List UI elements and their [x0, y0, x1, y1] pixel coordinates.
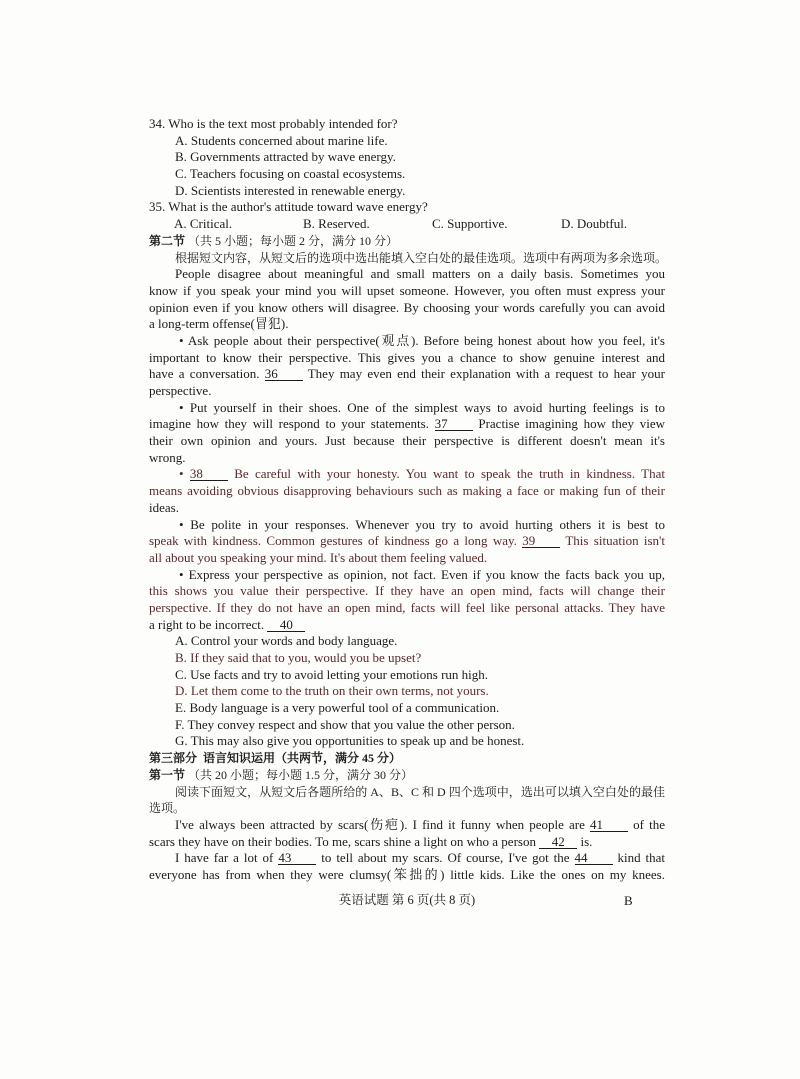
- line-text: I've always been attracted by scars(伤疤). I find it funny when people are: [175, 816, 585, 832]
- blank-37: 37: [435, 417, 473, 431]
- part-3-instruction: 阅读下面短文，从短文后各题所给的 A、B、C 和 D 四个选项中，选出可以填入空白处的最佳: [175, 784, 665, 799]
- answer-option-a: A. Control your words and body language.: [175, 633, 398, 649]
- passage-line: their own opinion and yours. Just because their perspective is different doesn't mean it's: [149, 433, 665, 449]
- line-text: have a conversation.: [149, 366, 260, 382]
- question-34-stem: 34. Who is the text most probably intended for?: [149, 116, 398, 131]
- page-footer: 英语试题 第 6 页(共 8 页): [338, 893, 476, 907]
- part-3-subtitle: 语言知识运用（共两节，满分 45 分）: [203, 751, 402, 766]
- passage-line: ideas.: [149, 499, 179, 515]
- passage-line: opinion even if you know others will disagree. By choosing your words carefully you can avoid: [149, 299, 665, 315]
- question-35-option-a: A. Critical.: [174, 216, 233, 232]
- question-34-option-a: A. Students concerned about marine life.: [175, 132, 388, 148]
- passage-line: [149, 366, 665, 383]
- passage-line: important to know their perspective. This gives you a chance to show genuine interest and: [149, 349, 665, 365]
- question-35-option-b: B. Reserved.: [303, 216, 370, 232]
- blank-43: 43: [278, 851, 316, 865]
- section-1-note: （共 20 小题；每小题 1.5 分，满分 30 分）: [188, 767, 414, 782]
- passage-line: know if you speak your mind you will upset someone. However, you often must express your: [149, 282, 665, 298]
- passage-line: • Be polite in your responses. Whenever you try to avoid hurting others it is best to: [179, 516, 665, 532]
- passage-line: wrong.: [149, 449, 186, 465]
- passage-line: [149, 817, 665, 834]
- line-text: to tell about my scars. Of course, I've got the: [321, 850, 570, 866]
- passage-line: [149, 850, 665, 867]
- passage-line: all about you speaking your mind. It's about them feeling valued.: [149, 549, 488, 565]
- line-text: They may even end their explanation with a request to hear your: [307, 366, 666, 382]
- passage-line: [149, 466, 665, 483]
- line-text: kind that: [617, 850, 666, 866]
- paper-version: B: [624, 893, 633, 908]
- part-3-instruction: 选项。: [149, 801, 186, 816]
- line-text: I have far a lot of: [175, 850, 274, 866]
- line-text: Practise imagining how they view: [478, 416, 666, 432]
- passage-line: this shows you value their perspective. If they have an open mind, facts will change their: [149, 583, 665, 599]
- answer-option-b: B. If they said that to you, would you be upset?: [175, 650, 422, 665]
- section-2-note: （共 5 小题；每小题 2 分，满分 10 分）: [188, 233, 399, 248]
- blank-42: 42: [539, 835, 577, 849]
- section-2-heading: [149, 233, 665, 250]
- answer-option-d: D. Let them come to the truth on their own terms, not yours.: [175, 683, 489, 699]
- blank-40: 40: [267, 618, 305, 632]
- question-35-stem: 35. What is the author's attitude toward wave energy?: [149, 199, 428, 215]
- passage-line: [149, 416, 665, 433]
- part-3-title: 第三部分: [149, 751, 198, 766]
- bullet: •: [179, 466, 184, 482]
- passage-line: [149, 533, 665, 550]
- passage-line: • Put yourself in their shoes. One of the simplest ways to avoid hurting feelings is to: [179, 399, 665, 415]
- line-text: of the: [633, 816, 666, 832]
- answer-option-e: E. Body language is a very powerful tool of a communication.: [175, 700, 500, 716]
- blank-41: 41: [590, 818, 628, 832]
- passage-line: everyone has from when they were clumsy(笨拙的) little kids. Like the ones on my knees.: [149, 866, 665, 882]
- question-34-option-b: B. Governments attracted by wave energy.: [175, 149, 396, 165]
- part-3-section-1-heading: [149, 767, 665, 784]
- passage-line: [149, 834, 665, 851]
- line-text: scars they have on their bodies. To me, scars shine a light on who a person: [149, 833, 536, 849]
- part-3-heading: [149, 750, 665, 767]
- line-text: imagine how they will respond to your statements.: [149, 416, 429, 432]
- question-35-option-d: D. Doubtful.: [561, 216, 628, 232]
- line-text: This situation isn't: [565, 533, 666, 549]
- question-35-option-c: C. Supportive.: [432, 216, 508, 232]
- blank-39: 39: [522, 534, 560, 548]
- passage-line: perspective. If they do not have an open mind, facts will feel like personal attacks. They have: [149, 599, 665, 615]
- passage-line: [149, 617, 665, 634]
- answer-option-c: C. Use facts and try to avoid letting your emotions run high.: [175, 666, 489, 682]
- passage-line: People disagree about meaningful and small matters on a daily basis. Sometimes you: [175, 266, 665, 282]
- section-2-label: 第二节: [149, 233, 186, 248]
- passage-line: • Express your perspective as opinion, not fact. Even if you know the facts back you up,: [179, 566, 665, 582]
- question-34-option-c: C. Teachers focusing on coastal ecosystems.: [175, 166, 406, 182]
- line-text: a right to be incorrect.: [149, 616, 265, 632]
- line-text: speak with kindness. Common gestures of kindness go a long way.: [149, 533, 517, 549]
- content-column: [149, 116, 668, 884]
- passage-line: perspective.: [149, 383, 212, 398]
- answer-option-g: G. This may also give you opportunities to speak up and be honest.: [175, 733, 525, 749]
- section-2-instruction: 根据短文内容，从短文后的选项中选出能填入空白处的最佳选项。选项中有两项为多余选项。: [175, 250, 668, 265]
- line-text: is.: [580, 833, 593, 849]
- answer-option-f: F. They convey respect and show that you value the other person.: [175, 716, 515, 732]
- passage-line: a long-term offense(冒犯).: [149, 316, 289, 332]
- question-34-option-d: D. Scientists interested in renewable energy.: [175, 182, 406, 198]
- blank-38: 38: [190, 467, 228, 481]
- passage-line: • Ask people about their perspective(观点). Before being honest about how you feel, it's: [179, 332, 665, 348]
- section-1-label: 第一节: [149, 767, 186, 782]
- blank-36: 36: [265, 367, 303, 381]
- line-text: Be careful with your honesty. You want to speak the truth in kindness. That: [234, 466, 666, 482]
- passage-line: means avoiding obvious disapproving behaviours such as making a face or making fun of their: [149, 483, 665, 499]
- question-35-options: [149, 216, 665, 233]
- blank-44: 44: [575, 851, 613, 865]
